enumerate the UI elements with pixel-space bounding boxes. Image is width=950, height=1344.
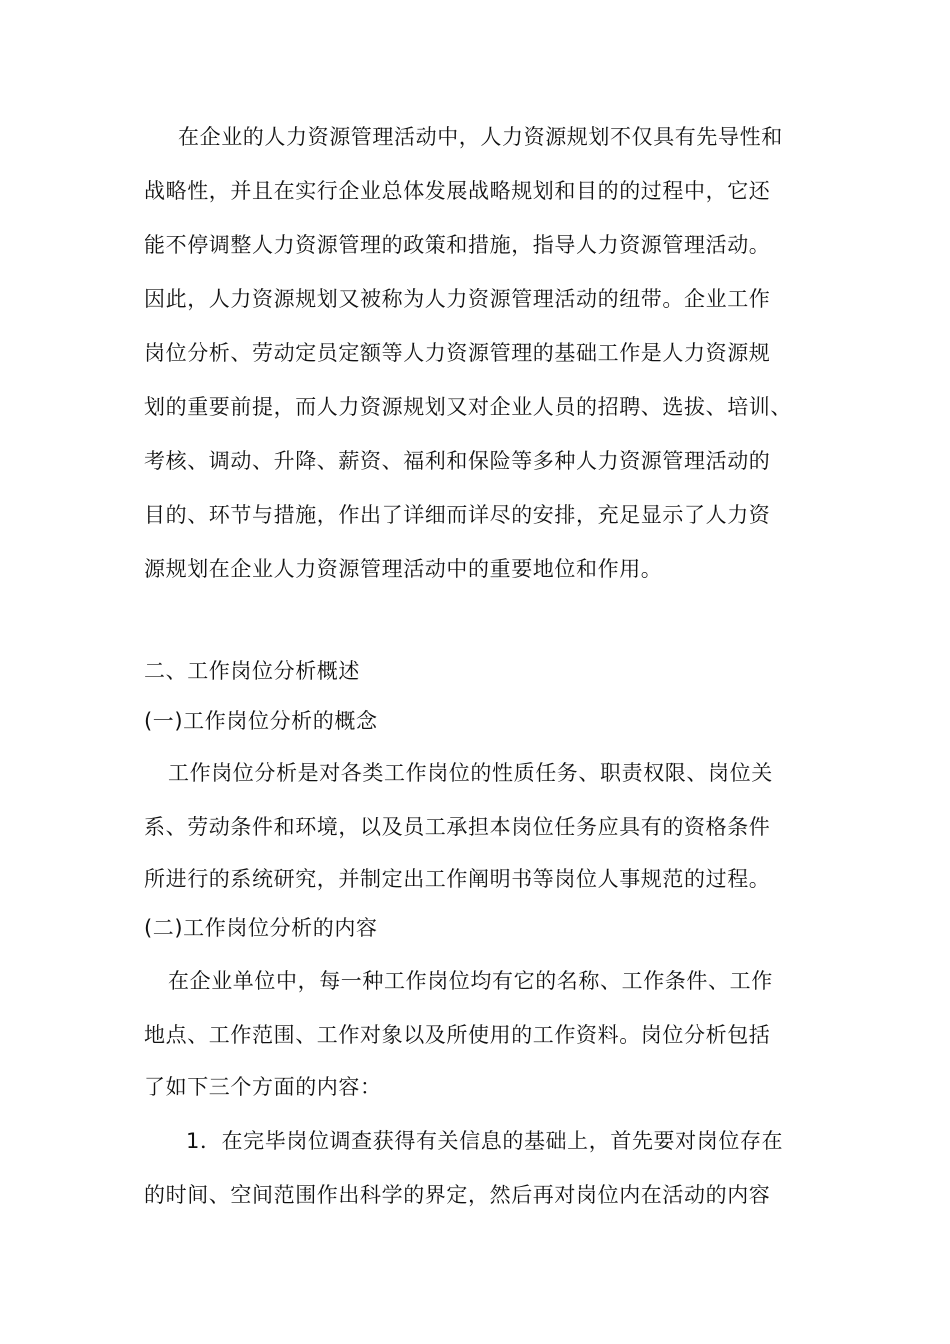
text-line: 源规划在企业人力资源管理活动中的重要地位和作用。 bbox=[144, 557, 663, 581]
text-line: 战略性，并且在实行企业总体发展战略规划和目的的过程中，它还 bbox=[144, 179, 771, 203]
text-line: 系、劳动条件和环境，以及员工承担本岗位任务应具有的资格条件 bbox=[144, 815, 771, 839]
section-heading: 二、工作岗位分析概述 bbox=[144, 659, 360, 683]
text-line: 地点、工作范围、工作对象以及所使用的工作资料。岗位分析包括 bbox=[144, 1023, 771, 1047]
text-line: 在企业单位中，每一种工作岗位均有它的名称、工作条件、工作 bbox=[168, 969, 773, 993]
text-line: 1．在完毕岗位调查获得有关信息的基础上，首先要对岗位存在 bbox=[186, 1129, 784, 1153]
text-line: 能不停调整人力资源管理的政策和措施，指导人力资源管理活动。 bbox=[144, 233, 771, 257]
subsection-heading-content: (二)工作岗位分析的内容 bbox=[144, 916, 378, 940]
text-line: 工作岗位分析是对各类工作岗位的性质任务、职责权限、岗位关 bbox=[168, 761, 773, 785]
text-line: 目的、环节与措施，作出了详细而详尽的安排，充足显示了人力资 bbox=[144, 503, 771, 527]
text-line: 的时间、空间范围作出科学的界定，然后再对岗位内在活动的内容 bbox=[144, 1183, 771, 1207]
text-line: 考核、调动、升降、薪资、福利和保险等多种人力资源管理活动的 bbox=[144, 449, 771, 473]
text-line: 划的重要前提，而人力资源规划又对企业人员的招聘、选拔、培训、 bbox=[144, 395, 792, 419]
text-line: 岗位分析、劳动定员定额等人力资源管理的基础工作是人力资源规 bbox=[144, 341, 771, 365]
text-line: 在企业的人力资源管理活动中，人力资源规划不仅具有先导性和 bbox=[178, 125, 783, 149]
text-line: 因此，人力资源规划又被称为人力资源管理活动的纽带。企业工作 bbox=[144, 287, 771, 311]
text-line: 了如下三个方面的内容： bbox=[144, 1075, 382, 1099]
subsection-heading-concept: (一)工作岗位分析的概念 bbox=[144, 709, 378, 733]
text-line: 所进行的系统研究，并制定出工作阐明书等岗位人事规范的过程。 bbox=[144, 867, 771, 891]
